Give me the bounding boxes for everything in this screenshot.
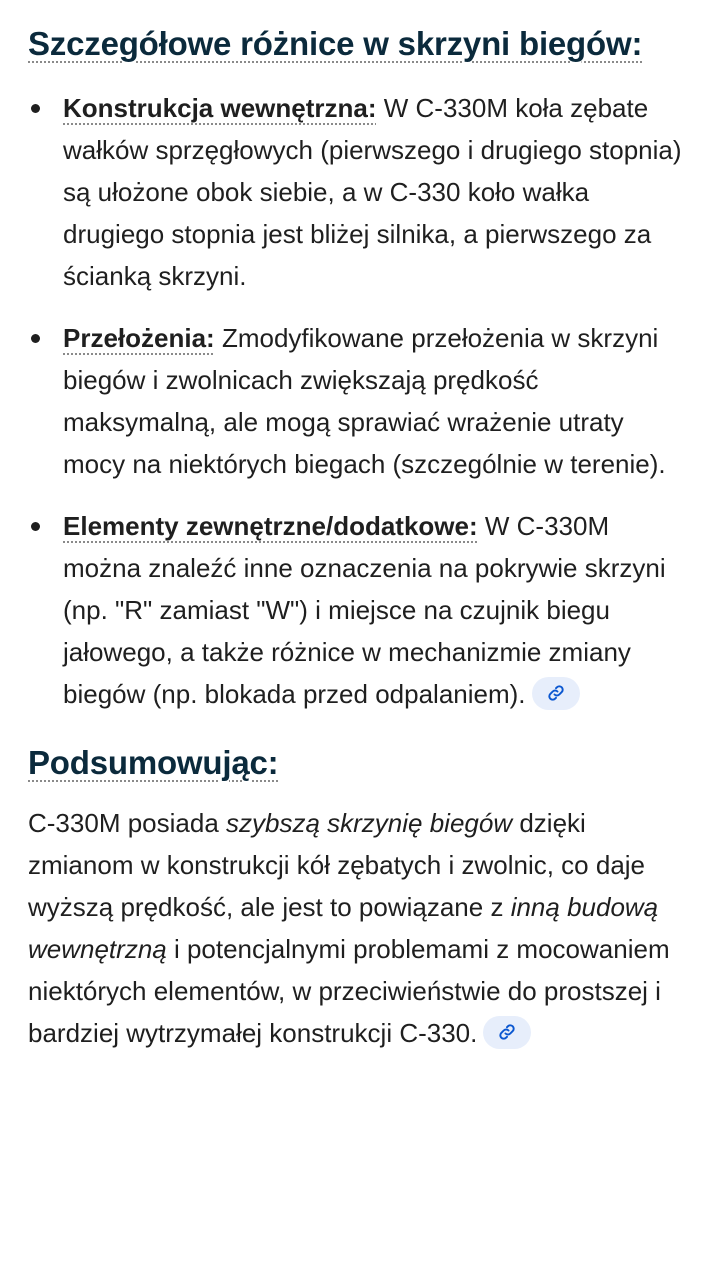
source-link-button[interactable] — [532, 677, 580, 710]
summary-paragraph — [28, 802, 692, 1054]
list-item — [28, 317, 692, 485]
heading-text: Szczegółowe różnice w skrzyni biegów: — [28, 25, 643, 62]
summary-text: i potencjalnymi problemami z mocowaniem niektórych elementów, w przeciwieństwie do prostszej i bardziej wytrzymałej konstrukcji C-330. — [28, 934, 670, 1048]
list-item-text: Zmodyfikowane przełożenia w skrzyni biegów i zwolnicach zwiększają prędkość maksymalną, ale mogą sprawiać wrażenie utraty mocy na niektórych biegach (szczególnie w terenie). — [63, 323, 666, 479]
bullet-icon — [31, 334, 40, 343]
summary-text: C-330M posiada — [28, 808, 226, 838]
bullet-icon — [31, 104, 40, 113]
list-item-text: W C-330M koła zębate wałków sprzęgłowych (pierwszego i drugiego stopnia) są ułożone obok siebie, a w C-330 koło wałka drugiego stopnia jest bliżej silnika, a pierwszego za ścianką skrzyni. — [63, 93, 682, 291]
summary-emphasis: inną budową wewnętrzną — [28, 892, 659, 964]
list-item-text: W C-330M można znaleźć inne oznaczenia na pokrywie skrzyni (np. "R" zamiast "W") i miejsce na czujnik biegu jałowego, a także różnice w mechanizmie zmiany biegów (np. blokada przed odpalaniem). — [63, 511, 666, 709]
link-icon — [547, 684, 565, 702]
section-heading-summary — [28, 737, 692, 788]
section-heading-gearbox-differences — [28, 18, 692, 69]
term-external-elements: Elementy zewnętrzne/dodatkowe: — [63, 511, 478, 541]
term-gear-ratios: Przełożenia: — [63, 323, 215, 353]
source-link-button[interactable] — [483, 1016, 531, 1049]
differences-list — [28, 87, 692, 715]
summary-emphasis: szybszą skrzynię biegów — [226, 808, 513, 838]
bullet-icon — [31, 522, 40, 531]
term-internal-construction: Konstrukcja wewnętrzna: — [63, 93, 377, 123]
summary-text: dzięki zmianom w konstrukcji kół zębatych i zwolnic, co daje wyższą prędkość, ale jest to powiązane z — [28, 808, 646, 922]
heading-text: Podsumowując: — [28, 744, 279, 781]
link-icon — [498, 1023, 516, 1041]
list-item — [28, 505, 692, 715]
list-item — [28, 87, 692, 297]
